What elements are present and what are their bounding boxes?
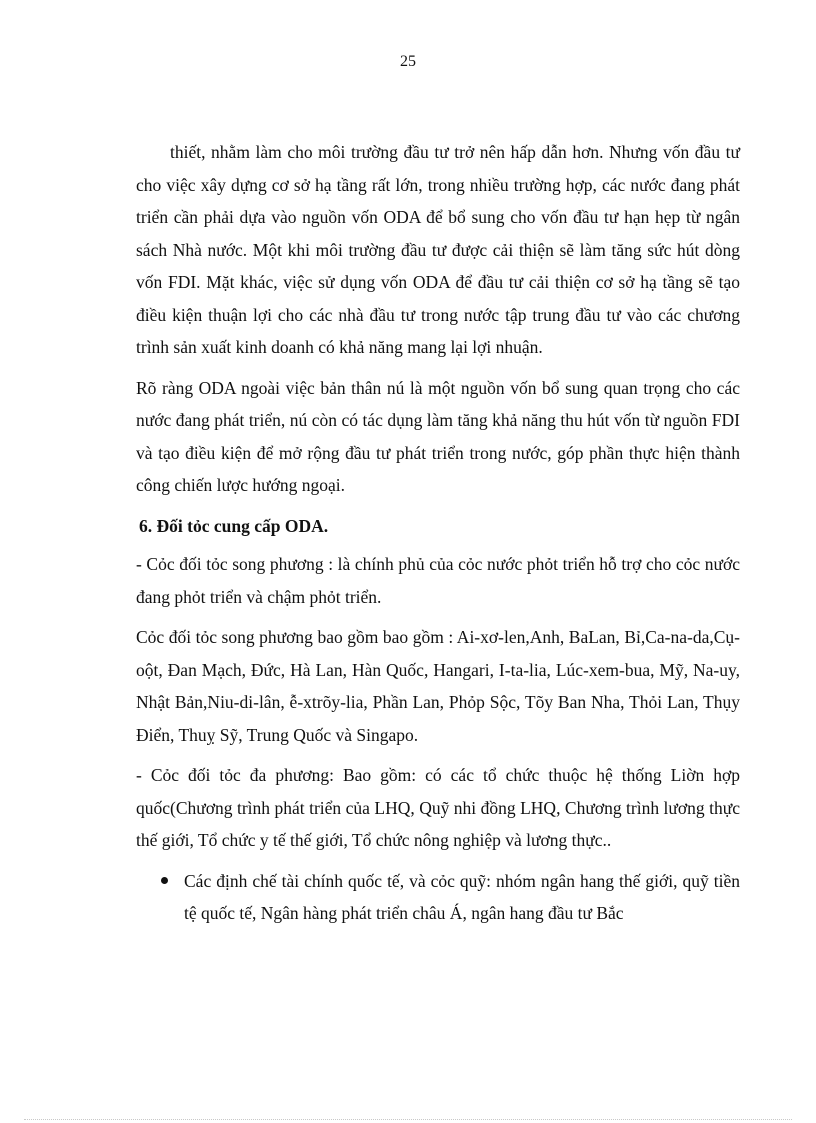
paragraph-bilateral-list: Cỏc đối tỏc song phương bao gồm bao gồm : Ai-xơ-len,Anh, BaLan, Bỉ,Ca-na-da,Cụ-oột, Đan Mạch, Đức, Hà Lan, Hàn Quốc, Hangari, I-ta-lia, Lúc-xem-bua, Mỹ, Na-uy, Nhật Bản,Niu-di-lân, ễ-xtrõy-lia, Phần Lan, Phỏp Sộc, Tõy Ban Nha, Thỏi Lan, Thụy Điển, Thuỵ Sỹ, Trung Quốc và Singapo. xyxy=(136,627,740,745)
page-number: 25 xyxy=(400,53,416,70)
paragraph-bilateral-definition: - Cỏc đối tỏc song phương : là chính phủ của cỏc nước phỏt triển hỗ trợ cho cỏc nước đang phỏt triển và chậm phỏt triển. xyxy=(136,554,740,607)
bullet-list xyxy=(136,865,740,930)
list-item-text: Các định chế tài chính quốc tế, và cỏc quỹ: nhóm ngân hang thế giới, quỹ tiền tệ quốc tế, Ngân hàng phát triển châu Á, ngân hang đầu tư Bắc xyxy=(184,870,740,923)
page-bottom-divider xyxy=(24,1119,792,1120)
paragraph-infrastructure: thiết, nhằm làm cho môi trường đầu tư trở nên hấp dẫn hơn. Nhưng vốn đầu tư cho việc xây dựng cơ sở hạ tầng rất lớn, trong nhiều trường hợp, các nước đang phát triển cần phải dựa vào nguồn vốn ODA để bổ sung cho vốn đầu tư hạn hẹp từ ngân sách Nhà nước. Một khi môi trường đầu tư được cải thiện sẽ làm tăng sức hút dòng vốn FDI. Mặt khác, việc sử dụng vốn ODA để đầu tư cải thiện cơ sở hạ tầng sẽ tạo điều kiện thuận lợi cho các nhà đầu tư trong nước tập trung đầu tư vào các chương trình sản xuất kinh doanh có khả năng mang lại lợi nhuận. xyxy=(136,142,740,357)
document-body xyxy=(136,136,740,930)
bullet-icon xyxy=(161,877,168,884)
paragraph-oda-role: Rõ ràng ODA ngoài việc bản thân nú là một nguồn vốn bổ sung quan trọng cho các nước đang phát triển, nú còn có tác dụng làm tăng khả năng thu hút vốn từ nguồn FDI và tạo điều kiện để mở rộng đầu tư phát triển trong nước, góp phần thực hiện thành công chiến lược hướng ngoại. xyxy=(136,377,740,495)
list-item xyxy=(184,865,740,930)
section-heading: 6. Đối tỏc cung cấp ODA. xyxy=(139,515,329,536)
paragraph-multilateral-definition: - Cỏc đối tỏc đa phương: Bao gồm: có các tổ chức thuộc hệ thống Liờn hợp quốc(Chương trình phát triển của LHQ, Quỹ nhi đồng LHQ, Chương trình lương thực thế giới, Tổ chức y tế thế giới, Tổ chức nông nghiệp và lương thực.. xyxy=(136,765,740,850)
